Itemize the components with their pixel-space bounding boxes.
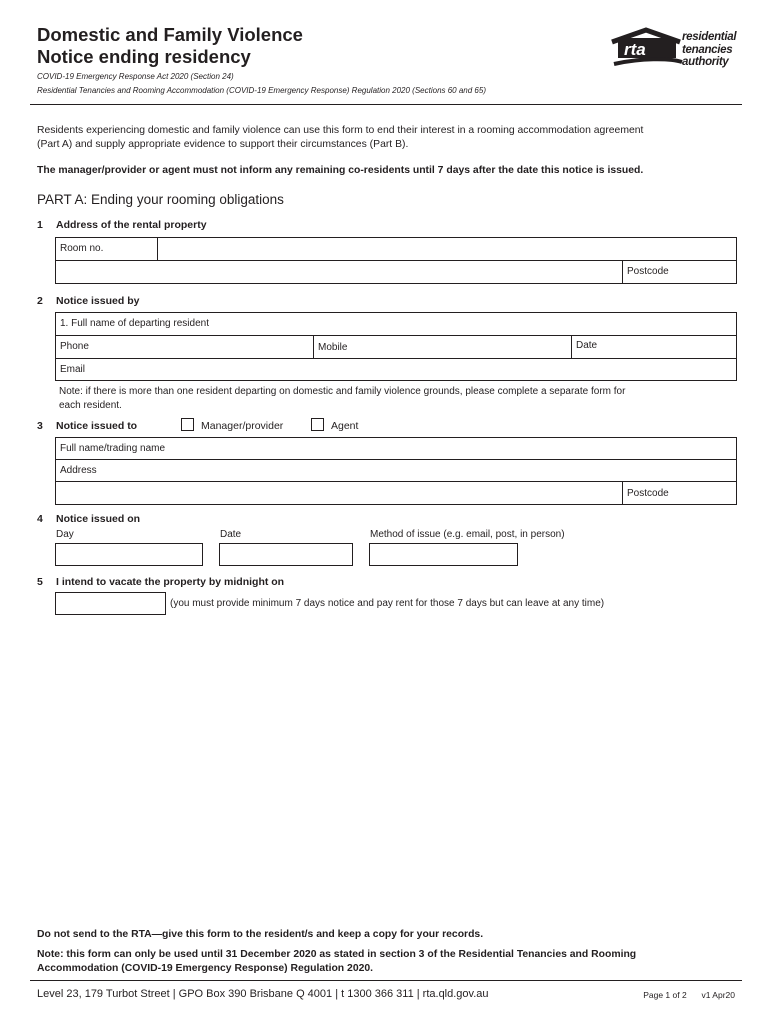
title-line-1: Domestic and Family Violence (37, 24, 303, 45)
intro-text (37, 124, 737, 151)
method-field[interactable] (369, 543, 518, 566)
validity-note-line-2: Accommodation (COVID-19 Emergency Response) Regulation 2020. (37, 962, 374, 974)
intro-line-2: (Part A) and supply appropriate evidence to support their circumstances (Part B). (37, 138, 409, 150)
title-line-2: Notice ending residency (37, 46, 251, 67)
trading-name-field[interactable] (55, 437, 737, 460)
recipient-address-label: Address (60, 465, 97, 476)
issued-to-field-group (55, 437, 735, 504)
day-field[interactable] (55, 543, 203, 566)
phone-label: Phone (60, 341, 89, 352)
page-info (643, 990, 735, 1000)
recipient-postcode-label: Postcode (627, 488, 669, 499)
address-suburb-field[interactable] (55, 260, 623, 284)
q3-number: 3 (37, 420, 43, 432)
recipient-suburb-field[interactable] (55, 481, 623, 505)
intro-line-1: Residents experiencing domestic and family violence can use this form to end their interest in a rooming accommodation agreement (37, 125, 644, 136)
q3-label: Notice issued to (56, 420, 138, 432)
logo-line-1: residential (682, 31, 737, 43)
validity-note-line-1: Note: this form can only be used until 31 December 2020 as stated in section 3 of the Residential Tenancies and Rooming (37, 949, 637, 960)
date-field[interactable] (571, 335, 737, 359)
recipient-address-field[interactable] (55, 459, 737, 482)
resident-name-label: 1. Full name of departing resident (60, 318, 209, 329)
address-line-field[interactable] (157, 237, 737, 261)
logo-line-2: tenancies (682, 43, 733, 56)
page-number: Page 1 of 2 (643, 990, 687, 1000)
contact-details: Level 23, 179 Turbot Street | GPO Box 390 Brisbane Q 4001 | t 1300 366 311 | rta.qld.gov.au (37, 988, 489, 1000)
agent-label: Agent (331, 420, 359, 432)
method-label: Method of issue (e.g. email, post, in person) (370, 529, 565, 540)
footer-divider (30, 980, 742, 981)
email-label: Email (60, 364, 86, 375)
version-label: v1 Apr20 (701, 990, 735, 1000)
room-no-label: Room no. (60, 243, 104, 254)
form-title (37, 24, 303, 68)
issue-date-field[interactable] (219, 543, 353, 566)
q2-note (59, 385, 739, 412)
part-a-heading: PART A: Ending your rooming obligations (37, 192, 284, 207)
manager-provider-label: Manager/provider (201, 420, 284, 432)
issue-date-label: Date (220, 529, 242, 540)
room-no-field[interactable] (55, 237, 158, 261)
date-label: Date (576, 340, 598, 351)
q2-number: 2 (37, 295, 43, 307)
q4-label: Notice issued on (56, 513, 141, 525)
intro-warning: The manager/provider or agent must not inform any remaining co-residents until 7 days after the date this notice is issued. (37, 165, 644, 176)
q1-number: 1 (37, 219, 43, 231)
legislation-subtitle-1: COVID-19 Emergency Response Act 2020 (Section 24) (37, 72, 234, 81)
validity-note (37, 948, 737, 975)
trading-name-label: Full name/trading name (60, 443, 166, 454)
mobile-field[interactable] (313, 335, 572, 359)
q2-note-line-2: each resident. (59, 399, 122, 411)
vacate-hint: (you must provide minimum 7 days notice and pay rent for those 7 days but can leave at any time) (170, 598, 605, 609)
do-not-send-notice: Do not send to the RTA—give this form to the resident/s and keep a copy for your records. (37, 929, 484, 940)
logo-line-3: authority (682, 56, 729, 68)
recipient-postcode-field[interactable] (622, 481, 737, 505)
address-field-group (55, 237, 735, 283)
logo-mark: rta (624, 40, 646, 59)
email-field[interactable] (55, 358, 737, 381)
q5-number: 5 (37, 576, 43, 588)
manager-provider-checkbox[interactable] (181, 418, 194, 431)
postcode-field[interactable] (622, 260, 737, 284)
day-label: Day (56, 529, 74, 540)
resident-name-field[interactable] (55, 312, 737, 336)
phone-field[interactable] (55, 335, 314, 359)
q4-number: 4 (37, 513, 43, 525)
issued-by-field-group (55, 312, 735, 380)
agent-checkbox[interactable] (311, 418, 324, 431)
logo-wordmark (682, 31, 736, 69)
q2-label: Notice issued by (56, 295, 140, 307)
header-divider (30, 104, 742, 105)
vacate-date-field[interactable] (55, 592, 166, 615)
postcode-label: Postcode (627, 266, 669, 277)
mobile-label: Mobile (318, 342, 348, 353)
legislation-subtitle-2: Residential Tenancies and Rooming Accommodation (COVID-19 Emergency Response) Regulation 2020 (Sections 60 and 65) (37, 86, 486, 95)
q2-note-line-1: Note: if there is more than one resident departing on domestic and family violence grounds, please complete a separate form for (59, 386, 626, 397)
q5-label: I intend to vacate the property by midnight on (56, 576, 285, 588)
q1-label: Address of the rental property (56, 219, 207, 231)
